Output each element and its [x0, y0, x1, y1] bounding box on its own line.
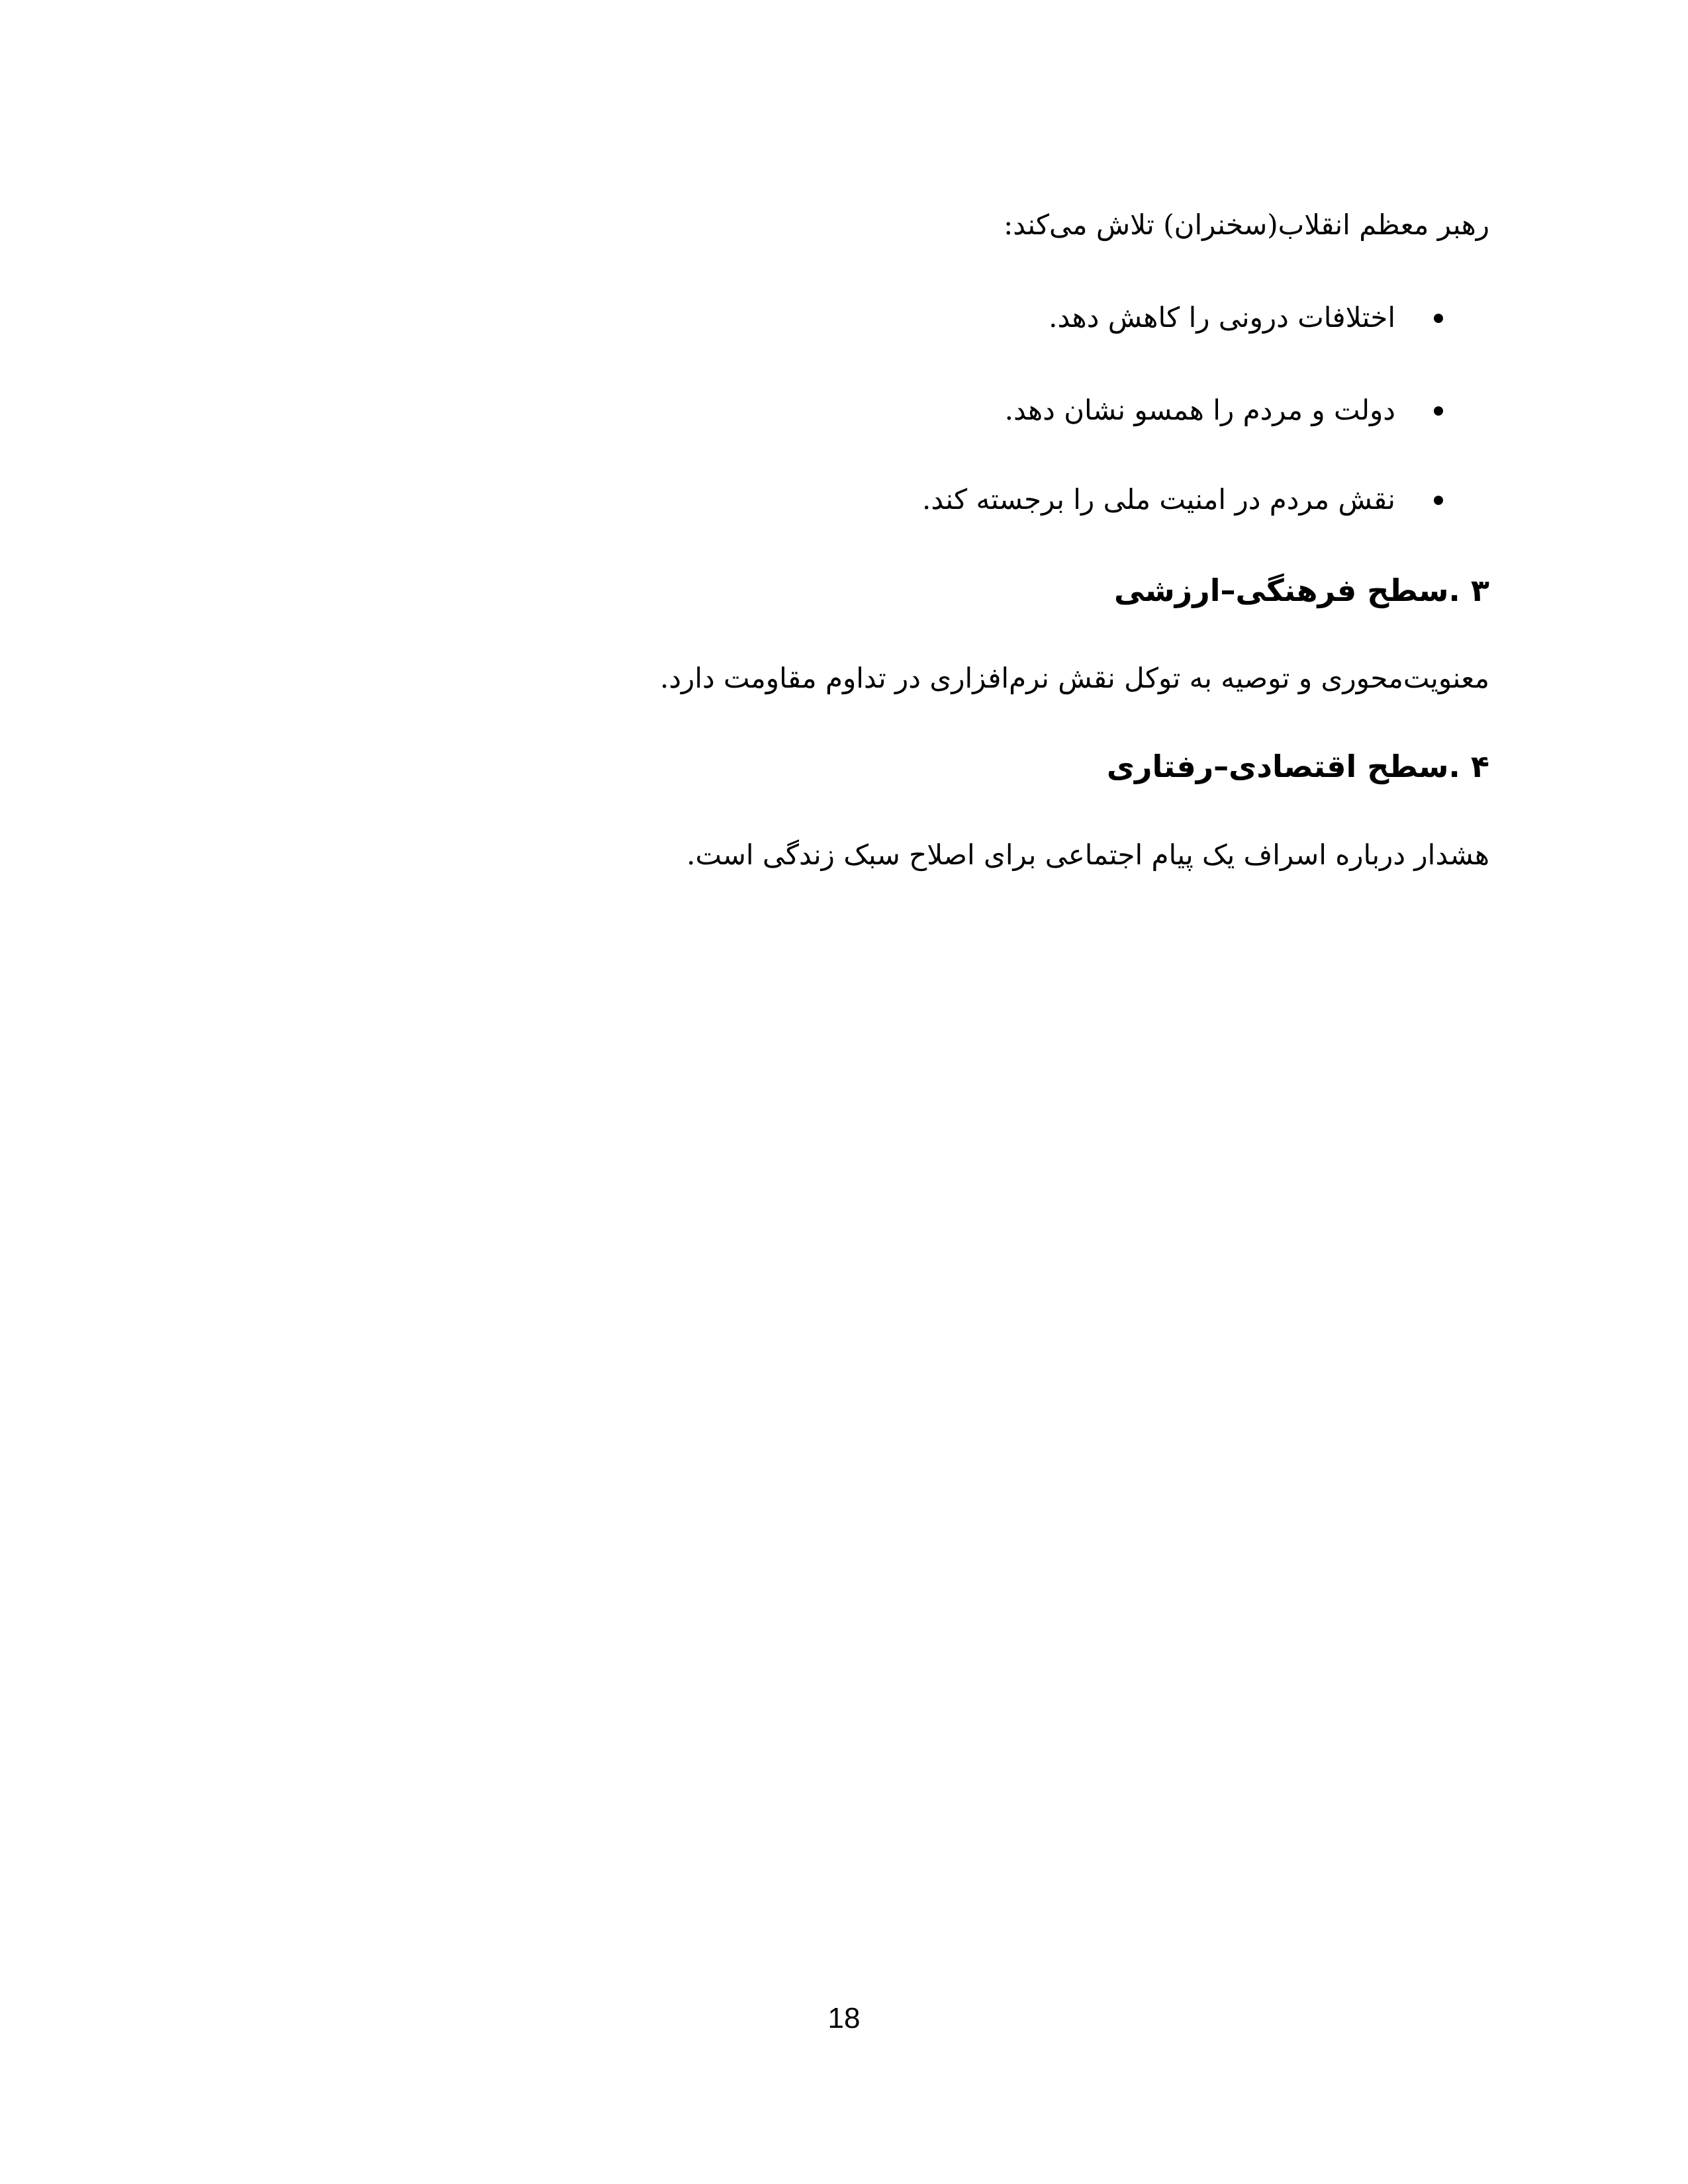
section-3-heading: ۳ .سطح فرهنگی–ارزشی — [1114, 572, 1489, 608]
bullet-text: اختلافات درونی را کاهش دهد. — [1049, 301, 1395, 334]
intro-paragraph: رهبر معظم انقلاب(سخنران) تلاش می‌کند: — [1004, 208, 1489, 241]
section-3-body: معنویت‌محوری و توصیه به توکل نقش نرم‌افزاری در تداوم مقاومت دارد. — [660, 662, 1489, 694]
bullet-text: نقش مردم در امنیت ملی را برجسته کند. — [922, 483, 1395, 516]
bullet-item — [1049, 298, 1443, 338]
bullet-icon — [1434, 496, 1443, 505]
bullet-icon — [1434, 406, 1443, 416]
section-4-heading: ۴ .سطح اقتصادی–رفتاری — [1106, 749, 1489, 784]
bullet-text: دولت و مردم را همسو نشان دهد. — [1004, 394, 1395, 426]
section-4-body: هشدار درباره اسراف یک پیام اجتماعی برای اصلاح سبک زندگی است. — [686, 839, 1489, 871]
bullet-icon — [1434, 314, 1443, 323]
bullet-item — [1005, 390, 1443, 430]
page-number: 18 — [827, 2002, 861, 2034]
bullet-item — [922, 480, 1443, 520]
